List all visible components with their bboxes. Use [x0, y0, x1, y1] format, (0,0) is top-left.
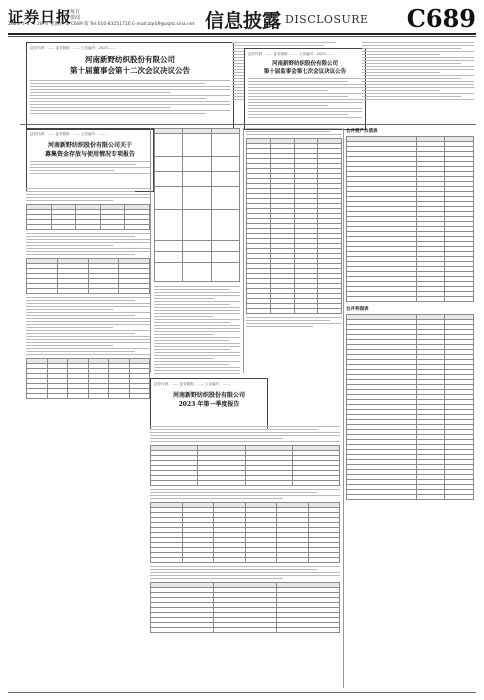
article-meta: 证券代码：…… 证券简称：…… 公告编号：……	[154, 382, 230, 386]
section-title-en: DISCLOSURE	[285, 13, 369, 26]
top-right-notice	[362, 42, 474, 122]
fund-table-1	[26, 204, 150, 230]
newspaper-logo: 证券日报	[8, 8, 73, 26]
article-q1-report	[150, 378, 268, 430]
right-balance-sheet	[346, 128, 474, 688]
column-rule	[150, 128, 151, 373]
article-title: 河南新野纺织股份有限公司 2023 年第一季度报告	[172, 392, 245, 408]
article-body	[248, 78, 362, 118]
fund-table-3	[26, 358, 150, 399]
page-number: C689	[406, 4, 476, 33]
column-rule	[343, 128, 344, 688]
q1-financial-table	[150, 445, 340, 486]
masthead-seal: 每日 要闻	[70, 9, 81, 21]
article-meta: 证券代码：…… 证券简称：…… 公告编号：……	[30, 132, 106, 136]
article-title: 河南新野纺织股份有限公司 第十届监事会第七次会议决议公告	[263, 61, 347, 75]
income-statement-heading: 合并利润表	[346, 307, 369, 312]
balance-sheet-heading: 合并资产负债表	[346, 129, 378, 134]
column-rule	[243, 128, 244, 373]
footer-rule	[8, 692, 476, 693]
q1-report-body	[150, 426, 340, 688]
article-supervisory-resolution	[244, 48, 366, 130]
article-body	[30, 80, 230, 114]
article-title: 河南新野纺织股份有限公司 第十届董事会第十二次会议决议公告	[70, 55, 190, 75]
article-board-resolution	[26, 42, 234, 130]
section-title: 信息披露	[205, 10, 282, 32]
section-divider	[20, 124, 476, 125]
middle-financial-statements	[246, 128, 342, 372]
fund-table-2	[26, 258, 150, 294]
q1-balance-table	[150, 582, 340, 633]
header-rule	[8, 33, 476, 35]
article-fund-usage-report	[26, 128, 154, 192]
fund-usage-body	[26, 188, 150, 538]
dateline: 2023 年 4 月 28 日 星期五 第 C689 版 Tel:010-83251716 E-mail:zqrb9@zqrb.sina.net	[8, 22, 195, 27]
article-title: 河南新野纺织股份有限公司关于 募集资金存放与使用情况专项报告	[44, 142, 135, 158]
article-meta: 证券代码：…… 证券简称：…… 公告编号：2023-……	[30, 46, 116, 50]
q1-shareholder-table	[150, 502, 340, 563]
header-rule-thin	[8, 36, 476, 37]
article-meta: 证券代码：…… 证券简称：…… 公告编号：2023-……	[248, 52, 334, 56]
